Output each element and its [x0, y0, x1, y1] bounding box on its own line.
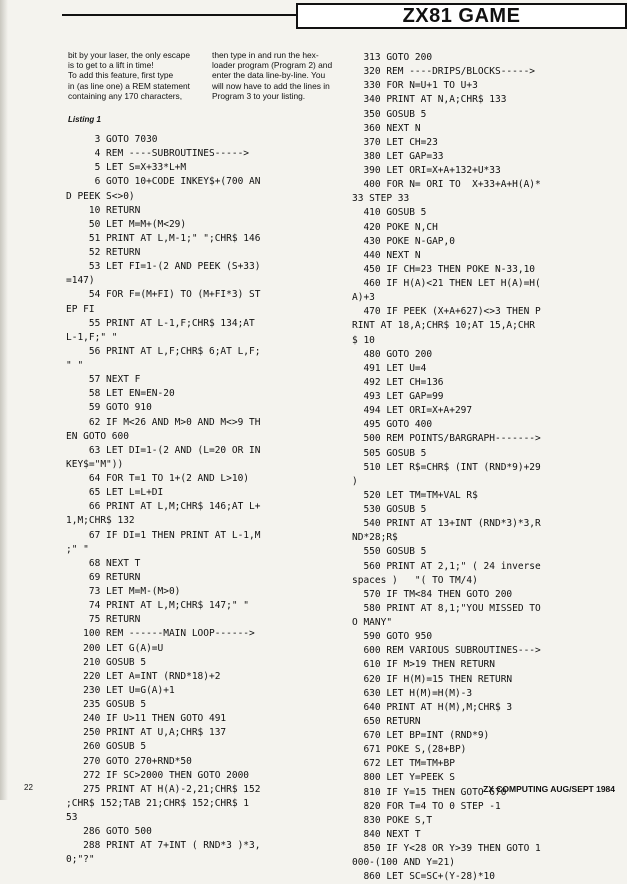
code-line: 50 LET M=M+(M<29) [66, 218, 187, 230]
code-line: 56 PRINT AT L,F;CHR$ 6;AT L,F; [66, 345, 261, 357]
page-number: 22 [24, 783, 33, 792]
code-line: " " [66, 360, 84, 371]
intro-line: will now have to add the lines in [212, 80, 330, 91]
code-line: 450 IF CH=23 THEN POKE N-33,10 [352, 263, 536, 275]
code-line: 58 LET EN=EN-20 [66, 388, 175, 400]
code-line: 672 LET TM=TM+BP [352, 758, 455, 770]
code-line: ) [352, 475, 358, 487]
intro-line: Program 3 to your listing. [212, 90, 306, 101]
code-line: 250 PRINT AT U,A;CHR$ 137 [66, 727, 227, 739]
code-line: ;" " [66, 543, 89, 555]
code-line: 320 REM ----DRIPS/BLOCKS-----> [352, 66, 536, 78]
code-line: 470 IF PEEK (X+A+627)<>3 THEN P [352, 306, 541, 318]
code-line: 420 POKE N,CH [352, 221, 438, 233]
code-line: 640 PRINT AT H(M),M;CHR$ 3 [352, 701, 513, 713]
code-line: 000-(100 AND Y=21) [352, 857, 455, 869]
code-line: 67 IF DI=1 THEN PRINT AT L-1,M [66, 529, 261, 541]
code-line: 5 LET S=X+33*L+M [66, 162, 187, 174]
code-line: 65 LET L=L+DI [66, 487, 164, 499]
code-line: 33 STEP 33 [352, 193, 410, 205]
code-line: 51 PRINT AT L,M-1;" ";CHR$ 146 [66, 232, 261, 244]
code-line: 800 LET Y=PEEK S [352, 772, 455, 784]
code-line: 53 LET FI=1-(2 AND PEEK (S+33) [66, 261, 261, 273]
code-line: 260 GOSUB 5 [66, 741, 147, 753]
code-line: 350 GOSUB 5 [352, 108, 427, 120]
code-line: 235 GOSUB 5 [66, 699, 147, 710]
code-line: 52 RETURN [66, 247, 141, 258]
code-line: 240 IF U>11 THEN GOTO 491 [66, 713, 227, 725]
intro-line: enter the data line-by-line. You [212, 70, 326, 81]
code-line: 69 RETURN [66, 571, 141, 583]
code-line: 440 NEXT N [352, 249, 421, 261]
code-line: 620 IF H(M)=15 THEN RETURN [352, 673, 513, 685]
code-line: 850 IF Y<28 OR Y>39 THEN GOTO 1 [352, 843, 541, 854]
code-line: 830 POKE S,T [352, 814, 433, 826]
code-line: 288 PRINT AT 7+INT ( RND*3 )*3, [66, 840, 261, 852]
code-line: 670 LET BP=INT (RND*9) [352, 730, 490, 741]
code-line: 810 IF Y=15 THEN GOTO 670 [352, 786, 507, 798]
code-line: ;CHR$ 152;TAB 21;CHR$ 152;CHR$ 1 [66, 797, 250, 809]
code-line: 3 GOTO 7030 [66, 134, 158, 145]
code-line: 492 LET CH=136 [352, 376, 444, 388]
code-line: 73 LET M=M-(M>0) [66, 586, 181, 597]
code-line: 62 IF M<26 AND M>0 AND M<>9 TH [66, 416, 261, 428]
code-line: 380 LET GAP=33 [352, 150, 444, 162]
code-line: 59 GOTO 910 [66, 402, 152, 414]
code-line: 510 LET R$=CHR$ (INT (RND*9)+29 [352, 461, 541, 473]
code-line: 210 GOSUB 5 [66, 656, 147, 668]
code-line: 530 GOSUB 5 [352, 504, 427, 515]
code-line: 540 PRINT AT 13+INT (RND*3)*3,R [352, 518, 541, 530]
code-line: 63 LET DI=1-(2 AND (L=20 OR IN [66, 444, 261, 456]
code-line: 520 LET TM=TM+VAL R$ [352, 489, 478, 501]
code-line: 6 GOTO 10+CODE INKEY$+(700 AN [66, 176, 261, 188]
intro-line: bit by your laser, the only escape [68, 50, 190, 60]
intro-line: To add this feature, first type [68, 70, 174, 81]
code-line: 10 RETURN [66, 204, 141, 216]
code-line: 580 PRINT AT 8,1;"YOU MISSED TO [352, 602, 541, 614]
code-line: spaces ) "( TO TM/4) [352, 574, 478, 586]
code-line: 4 REM ----SUBROUTINES-----> [66, 148, 250, 160]
publication-footer: ZX COMPUTING AUG/SEPT 1984 [483, 784, 615, 794]
code-line: 0;"?" [66, 854, 95, 866]
code-line: 275 PRINT AT H(A)-2,21;CHR$ 152 [66, 783, 261, 795]
code-line: 430 POKE N-GAP,0 [352, 235, 455, 247]
code-line: 286 GOTO 500 [66, 826, 152, 838]
code-line: 570 IF TM<84 THEN GOTO 200 [352, 588, 513, 600]
code-line: 57 NEXT F [66, 374, 141, 386]
code-line: RINT AT 18,A;CHR$ 10;AT 15,A;CHR [352, 320, 536, 332]
code-line: L-1,F;" " [66, 331, 118, 343]
code-line: O MANY" [352, 617, 393, 628]
intro-column-1 [68, 50, 190, 101]
code-line: 64 FOR T=1 TO 1+(2 AND L>10) [66, 473, 250, 484]
code-line: $ 10 [352, 334, 375, 346]
code-line: 505 GOSUB 5 [352, 447, 427, 459]
code-line: 340 PRINT AT N,A;CHR$ 133 [352, 94, 507, 106]
code-line: 360 NEXT N [352, 122, 421, 134]
code-line: ND*28;R$ [352, 532, 398, 544]
code-line: 600 REM VARIOUS SUBROUTINES---> [352, 645, 541, 657]
code-line: 610 IF M>19 THEN RETURN [352, 659, 495, 671]
page-edge-shadow [0, 0, 8, 800]
code-line: 840 NEXT T [352, 828, 421, 840]
page-title: ZX81 GAME [296, 3, 627, 29]
code-line: 500 REM POINTS/BARGRAPH-------> [352, 433, 541, 445]
code-line: EN GOTO 600 [66, 430, 129, 442]
code-line: 493 LET GAP=99 [352, 391, 444, 402]
code-listing-left [66, 133, 260, 868]
code-line: A)+3 [352, 292, 375, 304]
code-line: 74 PRINT AT L,M;CHR$ 147;" " [66, 600, 250, 612]
intro-column-2 [212, 50, 332, 101]
code-line: =147) [66, 275, 95, 287]
code-line: 630 LET H(M)=H(M)-3 [352, 687, 473, 699]
code-line: 75 RETURN [66, 614, 141, 626]
code-line: KEY$="M")) [66, 458, 124, 470]
code-line: 650 RETURN [352, 715, 421, 727]
code-line: D PEEK S<>0) [66, 190, 135, 202]
code-line: 671 POKE S,(28+BP) [352, 744, 467, 756]
code-line: 370 LET CH=23 [352, 136, 438, 148]
code-line: 55 PRINT AT L-1,F;CHR$ 134;AT [66, 317, 255, 329]
code-line: 860 LET SC=SC+(Y-28)*10 [352, 871, 495, 883]
code-line: 560 PRINT AT 2,1;" ( 24 inverse [352, 560, 541, 572]
code-line: 270 GOTO 270+RND*50 [66, 755, 192, 767]
code-line: 272 IF SC>2000 THEN GOTO 2000 [66, 769, 250, 781]
code-line: 100 REM ------MAIN LOOP------> [66, 628, 255, 640]
listing-caption: Listing 1 [68, 115, 101, 124]
code-line: 400 FOR N= ORI TO X+33+A+H(A)* [352, 179, 541, 191]
code-line: EP FI [66, 303, 95, 315]
code-line: 68 NEXT T [66, 557, 141, 569]
code-line: 1,M;CHR$ 132 [66, 515, 135, 527]
intro-line: containing any 170 characters, [68, 90, 183, 101]
code-line: 495 GOTO 400 [352, 419, 433, 431]
intro-line: then type in and run the hex- [212, 50, 319, 60]
code-line: 590 GOTO 950 [352, 631, 433, 643]
code-line: 200 LET G(A)=U [66, 642, 164, 654]
intro-line: is to get to a lift in time! [68, 60, 154, 71]
code-line: 550 GOSUB 5 [352, 546, 427, 558]
code-line: 220 LET A=INT (RND*18)+2 [66, 670, 221, 682]
code-line: 330 FOR N=U+1 TO U+3 [352, 80, 478, 92]
intro-line: in (as line one) a REM statement [68, 80, 190, 91]
code-line: 480 GOTO 200 [352, 348, 433, 360]
code-line: 390 LET ORI=X+A+132+U*33 [352, 165, 501, 176]
code-line: 410 GOSUB 5 [352, 207, 427, 219]
code-line: 53 [66, 812, 78, 823]
code-line: 820 FOR T=4 TO 0 STEP -1 [352, 800, 501, 812]
code-line: 54 FOR F=(M+FI) TO (M+FI*3) ST [66, 289, 261, 301]
code-listing-right [352, 51, 541, 884]
code-line: 230 LET U=G(A)+1 [66, 684, 175, 696]
code-line: 460 IF H(A)<21 THEN LET H(A)=H( [352, 278, 541, 289]
code-line: 491 LET U=4 [352, 362, 427, 374]
code-line: 313 GOTO 200 [352, 52, 433, 63]
code-line: 494 LET ORI=X+A+297 [352, 405, 473, 417]
intro-line: loader program (Program 2) and [212, 60, 333, 71]
code-line: 66 PRINT AT L,M;CHR$ 146;AT L+ [66, 501, 261, 513]
